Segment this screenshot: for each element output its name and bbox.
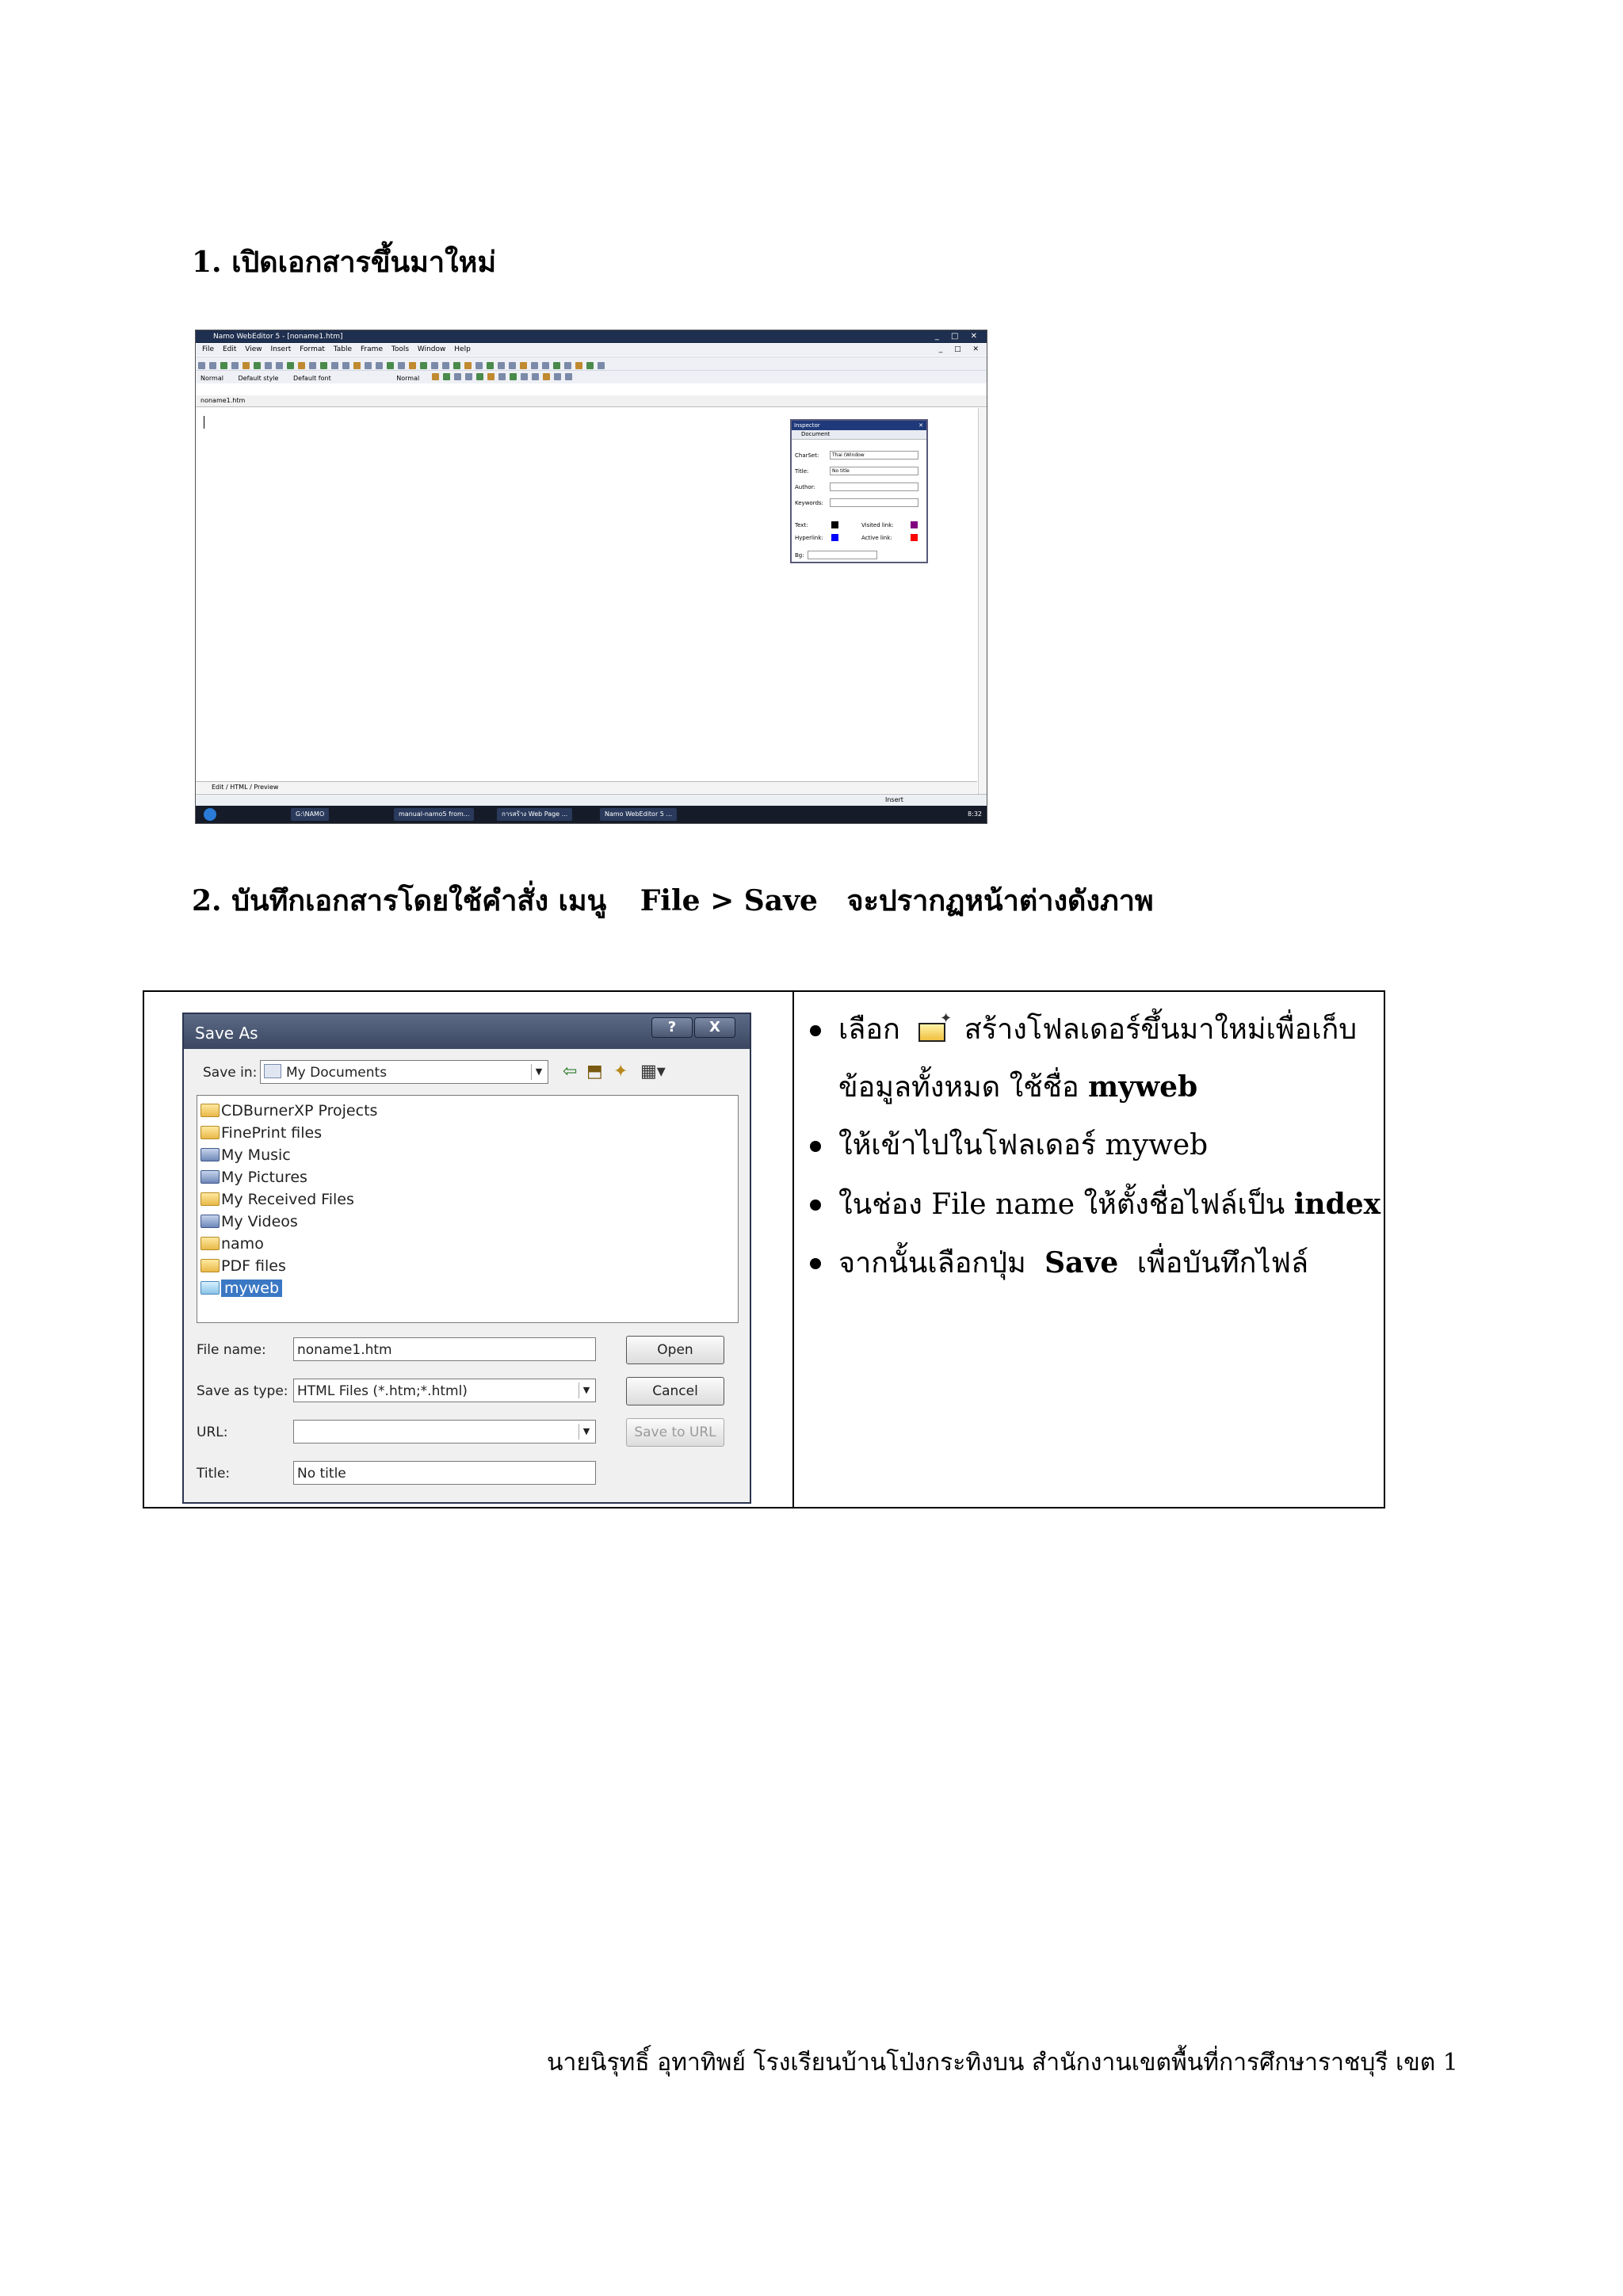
menu-help[interactable]: Help xyxy=(454,345,471,353)
menu-view[interactable]: View xyxy=(245,345,262,353)
start-orb-icon[interactable] xyxy=(204,808,216,821)
keywords-input[interactable] xyxy=(830,498,918,507)
editor-window-title: Namo WebEditor 5 - [noname1.htm] xyxy=(213,333,343,341)
list-item[interactable]: My Pictures xyxy=(200,1167,307,1188)
save-as-type-label: Save as type: xyxy=(197,1383,288,1399)
size-select[interactable]: Normal xyxy=(396,375,420,382)
step2-heading xyxy=(192,878,1154,923)
file-name-input[interactable]: noname1.htm xyxy=(293,1337,596,1361)
bullet-2-text: ให้เข้าไปในโฟลเดอร์ myweb xyxy=(838,1129,1209,1161)
view-tabs[interactable]: Edit / HTML / Preview xyxy=(196,781,977,793)
document-tab[interactable]: noname1.htm xyxy=(196,395,987,407)
bullet-icon xyxy=(810,1199,821,1211)
open-button[interactable]: Open xyxy=(626,1336,724,1364)
chevron-down-icon[interactable]: ▼ xyxy=(579,1424,594,1440)
step2-heading-text: 2. บันทึกเอกสารโดยใช้คำสั่ง เมนู xyxy=(192,884,607,917)
window-controls-icon[interactable]: _ □ ✕ xyxy=(934,332,982,341)
taskbar-button-2[interactable]: การสร้าง Web Page ... xyxy=(497,808,572,821)
menu-window[interactable]: Window xyxy=(417,345,446,353)
title-label: Title: xyxy=(197,1466,231,1482)
author-input[interactable] xyxy=(830,482,918,491)
editor-scrollbar[interactable] xyxy=(978,408,987,795)
inspector-title-bar xyxy=(792,421,926,430)
view-menu-icon[interactable]: ▦▾ xyxy=(640,1062,666,1081)
save-as-dialog xyxy=(182,1013,751,1504)
save-in-value: My Documents xyxy=(286,1065,388,1081)
new-folder-icon: ✦ xyxy=(917,1016,947,1042)
menu-frame[interactable]: Frame xyxy=(360,345,383,353)
step1-heading: 1. เปิดเอกสารขึ้นมาใหม่ xyxy=(192,246,497,279)
menu-file[interactable]: File xyxy=(202,345,215,353)
list-item-selected[interactable]: myweb xyxy=(200,1278,282,1299)
save-in-label: Save in: xyxy=(203,1065,258,1081)
windows-taskbar xyxy=(196,806,987,823)
list-item[interactable]: FinePrint files xyxy=(200,1123,322,1143)
active-link-label: Active link: xyxy=(861,535,892,541)
charset-select[interactable]: Thai (Window xyxy=(830,451,918,460)
bullet-3-text: ในช่อง File name ให้ตั้งชื่อไฟล์เป็น xyxy=(838,1188,1285,1221)
videos-folder-icon xyxy=(200,1215,220,1228)
folder-list[interactable] xyxy=(197,1095,739,1323)
status-mode: Insert xyxy=(885,796,903,803)
bg-input[interactable] xyxy=(808,551,877,559)
close-icon[interactable]: X xyxy=(694,1017,735,1038)
list-item[interactable]: My Music xyxy=(200,1145,291,1165)
save-as-type-value: HTML Files (*.htm;*.html) xyxy=(297,1383,468,1399)
inspector-panel xyxy=(790,419,928,563)
taskbar-clock: 8:32 xyxy=(968,810,982,818)
folder-icon xyxy=(200,1192,220,1206)
bullet-4-button-name: Save xyxy=(1044,1246,1119,1280)
help-icon[interactable]: ? xyxy=(651,1017,693,1038)
hyperlink-label: Hyperlink: xyxy=(795,535,823,541)
up-folder-icon[interactable]: ⬒ xyxy=(586,1062,603,1081)
file-name-label: File name: xyxy=(197,1342,266,1358)
url-label: URL: xyxy=(197,1425,228,1440)
title-input[interactable]: No title xyxy=(293,1461,596,1485)
pictures-folder-icon xyxy=(200,1170,220,1184)
chevron-down-icon[interactable]: ▼ xyxy=(579,1383,594,1398)
folder-icon xyxy=(200,1237,220,1250)
music-folder-icon xyxy=(200,1148,220,1161)
folder-icon xyxy=(200,1281,220,1295)
documents-icon xyxy=(264,1064,281,1078)
author-label: Author: xyxy=(795,484,815,490)
bullet-1-cont-text: ข้อมูลทั้งหมด ใช้ชื่อ xyxy=(838,1071,1079,1104)
text-color-swatch[interactable] xyxy=(831,521,838,528)
url-select[interactable] xyxy=(293,1420,596,1444)
menu-edit[interactable]: Edit xyxy=(222,345,237,353)
menu-table[interactable]: Table xyxy=(333,345,353,353)
editor-title-bar xyxy=(196,330,987,343)
bullet-1-folder-name: myweb xyxy=(1088,1070,1198,1104)
instruction-table xyxy=(143,990,1385,1508)
keywords-label: Keywords: xyxy=(795,500,823,506)
list-item[interactable]: My Videos xyxy=(200,1211,298,1232)
folder-icon xyxy=(200,1104,220,1117)
save-as-type-select[interactable] xyxy=(293,1379,596,1402)
inspector-title: Inspector xyxy=(794,422,820,429)
default-style-select[interactable]: Default style xyxy=(238,375,279,382)
table-divider xyxy=(792,992,794,1507)
bullet-icon xyxy=(810,1141,821,1152)
format-toolbar[interactable] xyxy=(196,370,987,383)
bullet-1-post: สร้างโฟลเดอร์ขึ้นมาใหม่เพื่อเก็บ xyxy=(964,1013,1358,1046)
menu-insert[interactable]: Insert xyxy=(270,345,292,353)
bg-label: Bg: xyxy=(795,552,804,559)
save-in-select[interactable] xyxy=(260,1060,548,1084)
back-arrow-icon[interactable]: ⇦ xyxy=(563,1062,578,1081)
visited-link-label: Visited link: xyxy=(861,522,894,528)
taskbar-button-3[interactable]: Namo WebEditor 5 ... xyxy=(600,808,677,821)
active-color-swatch[interactable] xyxy=(911,534,918,541)
text-color-label: Text: xyxy=(795,522,808,528)
style-select[interactable]: Normal xyxy=(200,375,223,382)
bullet-4-text: จากนั้นเลือกปุ่ม xyxy=(838,1247,1026,1280)
bullet-1-pre: เลือก xyxy=(838,1013,900,1046)
inspector-section[interactable]: Document xyxy=(792,430,926,440)
main-toolbar[interactable] xyxy=(196,357,987,370)
page-footer: นายนิรุทธิ์ อุทาทิพย์ โรงเรียนบ้านโป่งกระทิงบน สำนักงานเขตพื้นที่การศึกษาราชบุรี เขต 1 xyxy=(547,2049,1458,2077)
mdi-controls-icon[interactable]: _ □ ✕ xyxy=(938,345,983,353)
bullet-icon xyxy=(810,1258,821,1269)
list-item[interactable]: namo xyxy=(200,1234,264,1254)
title-input[interactable]: No title xyxy=(830,467,918,475)
visited-color-swatch[interactable] xyxy=(911,521,918,528)
taskbar-folder-button[interactable]: G:\NAMO xyxy=(291,808,329,821)
cancel-button[interactable]: Cancel xyxy=(626,1377,724,1405)
font-select[interactable]: Default font xyxy=(293,375,331,382)
menu-tools[interactable]: Tools xyxy=(391,345,410,353)
chevron-down-icon[interactable]: ▼ xyxy=(531,1064,546,1080)
hyperlink-color-swatch[interactable] xyxy=(831,534,838,541)
save-to-url-button[interactable]: Save to URL xyxy=(626,1418,724,1447)
list-item[interactable]: PDF files xyxy=(200,1256,286,1276)
charset-label: CharSet: xyxy=(795,452,819,459)
bullet-icon xyxy=(810,1025,821,1036)
editor-menu-bar xyxy=(196,344,987,356)
new-folder-icon[interactable]: ✦ xyxy=(613,1062,628,1081)
step2-command: File > Save xyxy=(640,884,818,917)
bullet-3-filename: index xyxy=(1293,1188,1381,1221)
list-item[interactable]: My Received Files xyxy=(200,1189,354,1210)
editor-screenshot xyxy=(195,330,987,824)
taskbar-button-1[interactable]: manual-namo5 from... xyxy=(394,808,474,821)
dialog-title: Save As xyxy=(195,1024,258,1043)
list-item[interactable]: CDBurnerXP Projects xyxy=(200,1100,377,1121)
menu-format[interactable]: Format xyxy=(300,345,325,353)
folder-icon xyxy=(200,1126,220,1139)
folder-icon xyxy=(200,1259,220,1272)
step2-heading-tail: จะปรากฏหน้าต่างดังภาพ xyxy=(846,884,1154,917)
close-icon[interactable]: ✕ xyxy=(918,422,923,429)
status-bar xyxy=(196,794,987,806)
bullet-4-tail: เพื่อบันทึกไฟล์ xyxy=(1136,1247,1309,1280)
title-label: Title: xyxy=(795,468,809,475)
